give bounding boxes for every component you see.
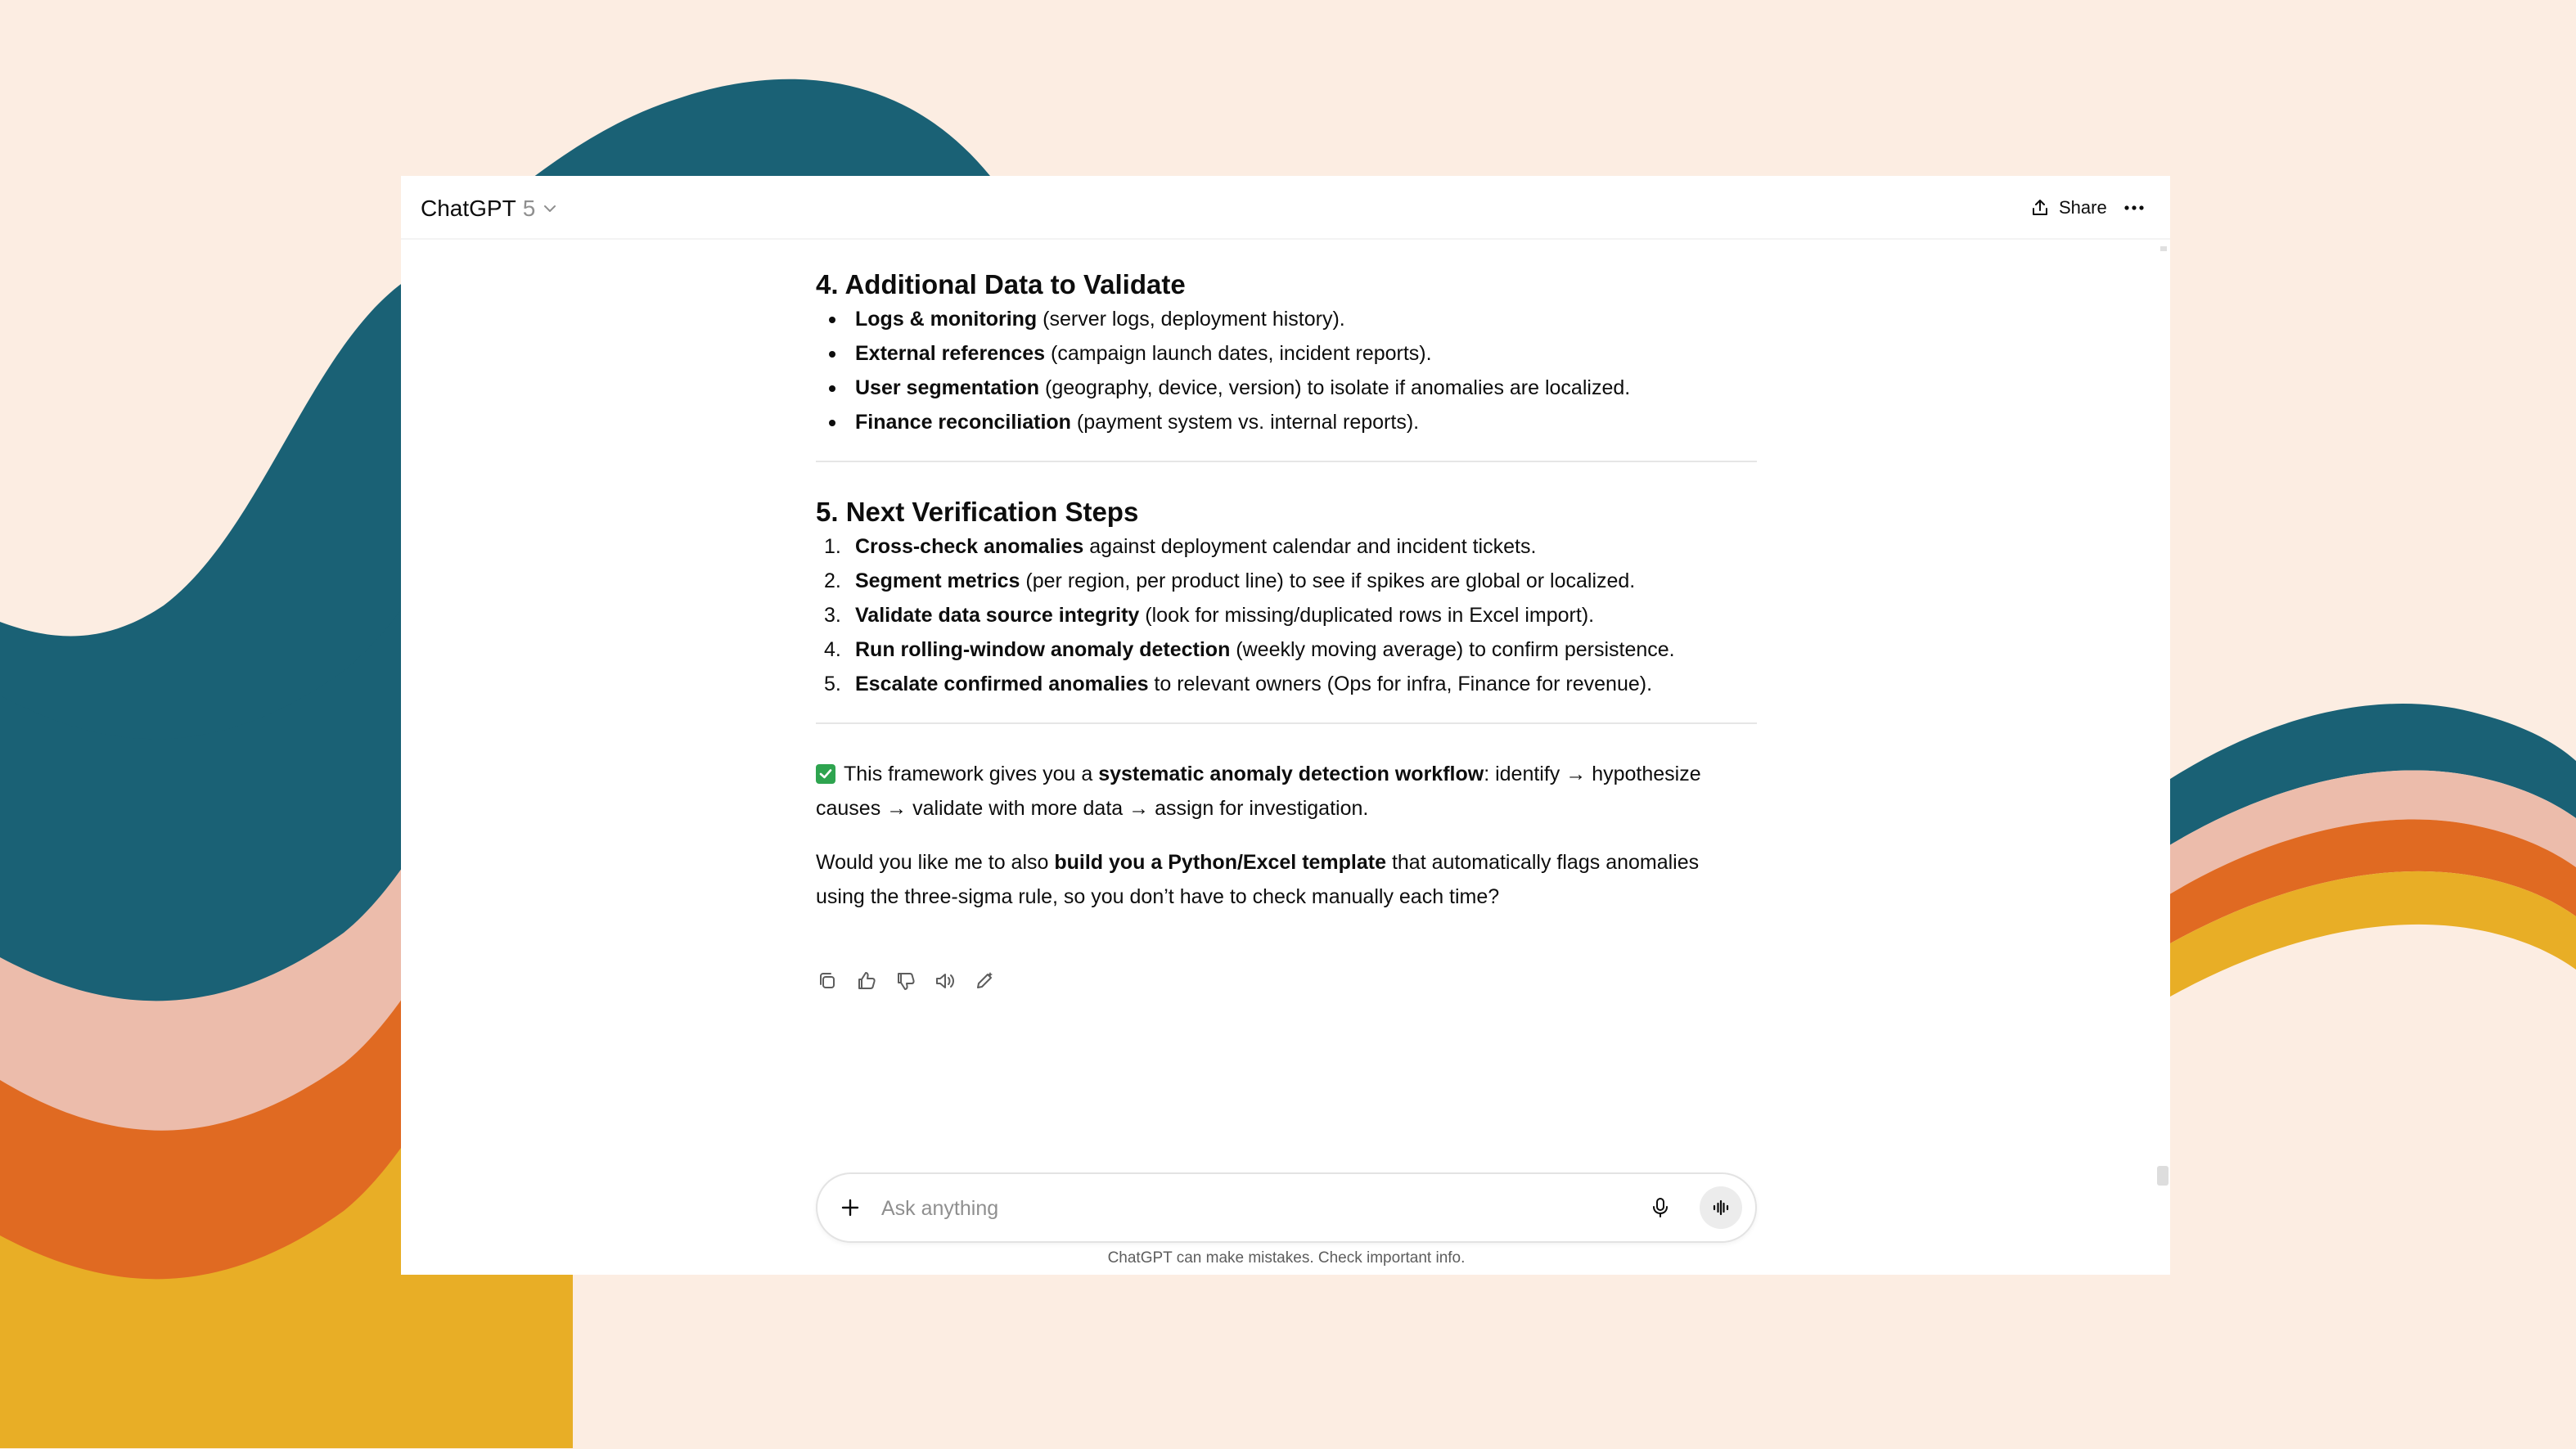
copy-button[interactable] <box>816 970 839 992</box>
list-item: Logs & monitoring (server logs, deployment history). <box>816 302 1765 336</box>
microphone-icon <box>1646 1193 1675 1222</box>
share-icon <box>2029 197 2051 218</box>
message-actions <box>816 970 996 999</box>
next-steps-list <box>816 529 1765 701</box>
edit-icon <box>973 970 996 992</box>
read-aloud-icon <box>934 970 957 992</box>
divider <box>816 461 1757 462</box>
additional-data-list <box>816 302 1765 439</box>
edit-button[interactable] <box>973 970 996 992</box>
list-item: 3. Validate data source integrity (look for missing/duplicated rows in Excel import). <box>824 604 1595 627</box>
voice-waveform-icon <box>1710 1197 1732 1218</box>
more-options-button[interactable] <box>2119 194 2149 222</box>
dictate-button[interactable] <box>1646 1193 1675 1222</box>
list-item: 4. Run rolling-window anomaly detection (weekly moving average) to confirm persistence. <box>824 638 1675 661</box>
divider <box>816 722 1757 724</box>
scrollbar-thumb[interactable] <box>2157 1166 2168 1186</box>
thumbs-down-icon <box>894 970 917 992</box>
chevron-down-icon <box>542 200 558 217</box>
model-name: ChatGPT <box>421 196 516 221</box>
plus-icon <box>835 1193 865 1222</box>
chat-window <box>401 176 2170 1275</box>
list-item: External references (campaign launch dates, incident reports). <box>816 336 1765 371</box>
list-item: User segmentation (geography, device, version) to isolate if anomalies are localized. <box>816 371 1765 405</box>
more-horizontal-icon <box>2123 205 2145 211</box>
check-mark-icon <box>816 764 835 784</box>
model-selector[interactable] <box>421 192 558 225</box>
section-heading-next-steps: 5. Next Verification Steps <box>816 497 1139 527</box>
share-button[interactable] <box>2029 191 2107 225</box>
add-attachment-button[interactable] <box>835 1193 865 1222</box>
followup-paragraph: Would you like me to also build you a Python/Excel template that automatically flags anomalies using the three-sigma rule, so you don’t have to check manually each time? <box>816 851 1700 908</box>
list-item: 5. Escalate confirmed anomalies to relevant owners (Ops for infra, Finance for revenue). <box>824 673 1653 695</box>
chat-composer <box>816 1172 1757 1243</box>
ask-input[interactable] <box>880 1189 1619 1228</box>
list-item: Finance reconciliation (payment system vs. internal reports). <box>816 405 1765 439</box>
scrollbar-top <box>2160 246 2167 251</box>
list-item: 2. Segment metrics (per region, per product line) to see if spikes are global or localized. <box>824 569 1636 592</box>
thumbs-up-icon <box>855 970 878 992</box>
good-response-button[interactable] <box>855 970 878 992</box>
top-bar <box>401 176 2170 240</box>
disclaimer-text: ChatGPT can make mistakes. Check important info. <box>1107 1249 1466 1267</box>
summary-paragraph: This framework gives you a systematic anomaly detection workflow: identify → hypothesize causes → validate with more data → assign for investigation. <box>816 763 1701 820</box>
share-label: Share <box>2059 197 2107 218</box>
section-heading-additional-data: 4. Additional Data to Validate <box>816 269 1186 299</box>
list-item: 1. Cross-check anomalies against deployment calendar and incident tickets. <box>824 535 1537 558</box>
read-aloud-button[interactable] <box>934 970 957 992</box>
model-version: 5 <box>522 196 536 221</box>
voice-mode-button[interactable] <box>1700 1186 1742 1229</box>
assistant-message <box>816 258 1765 914</box>
bad-response-button[interactable] <box>894 970 917 992</box>
copy-icon <box>816 970 839 992</box>
